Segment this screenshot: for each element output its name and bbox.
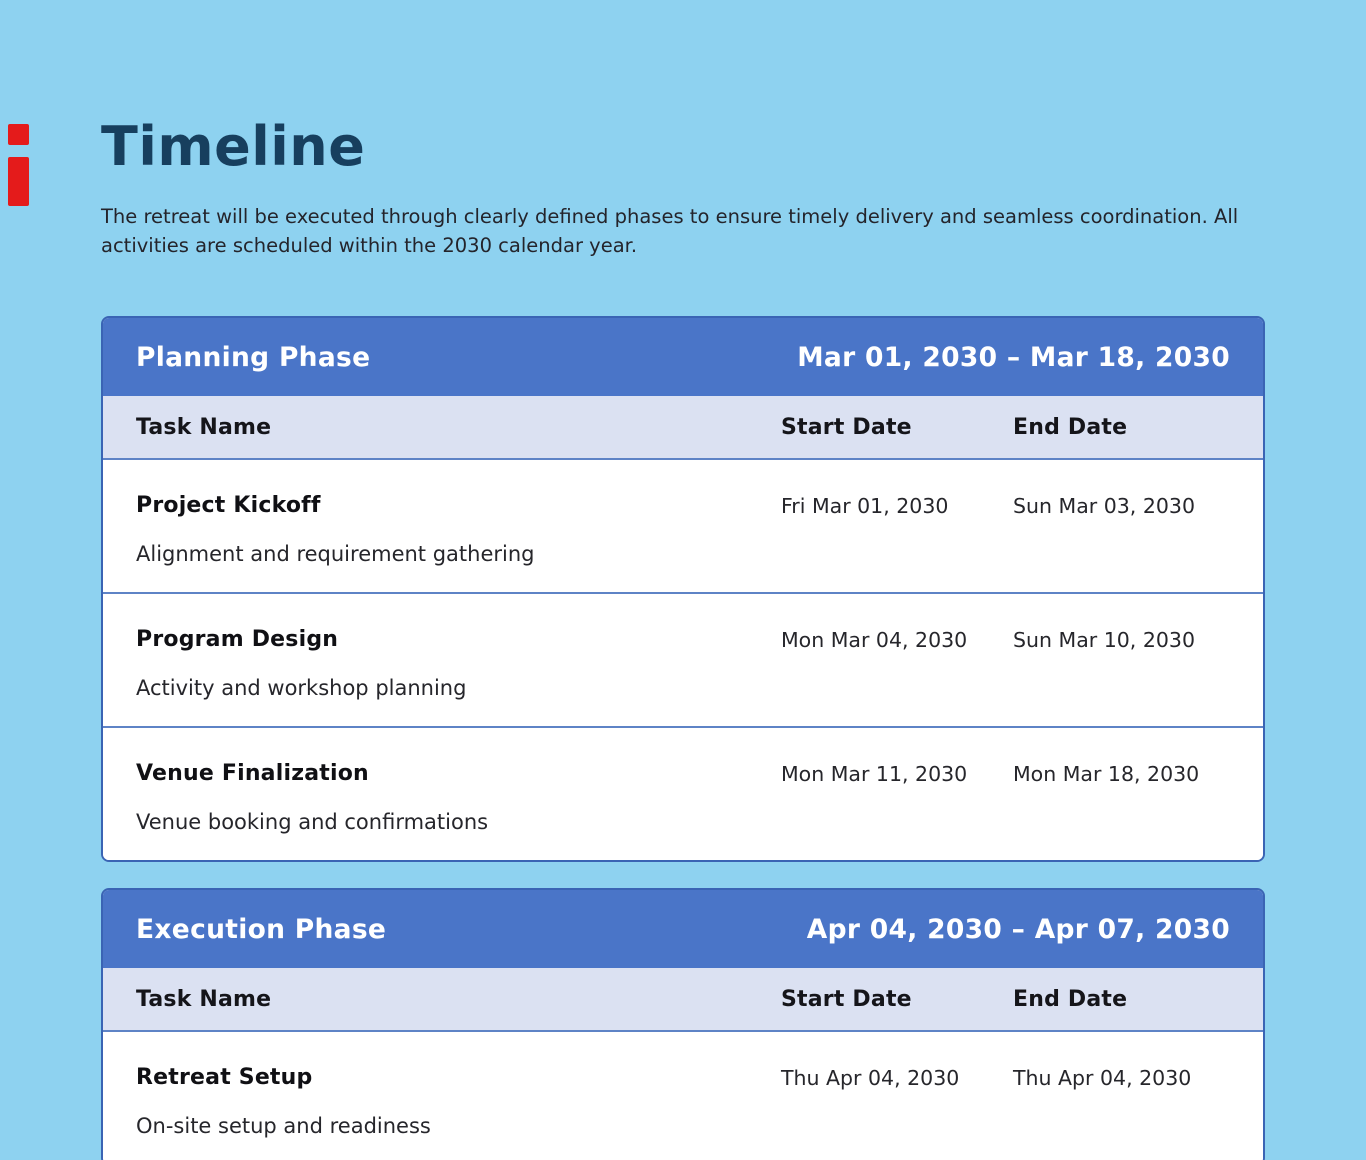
- phase-header: [103, 318, 1263, 396]
- task-description: On-site setup and readiness: [136, 1114, 431, 1138]
- phase-header: [103, 890, 1263, 968]
- column-header-task-name: Task Name: [103, 968, 748, 1031]
- table-row: [103, 593, 1263, 727]
- column-header-start-date: Start Date: [748, 968, 980, 1031]
- task-cell: [103, 593, 748, 727]
- task-end-date: Sun Mar 10, 2030: [980, 593, 1263, 727]
- table-row: [103, 459, 1263, 593]
- task-description: Alignment and requirement gathering: [136, 542, 535, 566]
- phase-tables: [101, 316, 1265, 1160]
- task-description: Venue booking and confirmations: [136, 810, 489, 834]
- task-name: Retreat Setup: [136, 1065, 313, 1090]
- task-end-date: Mon Mar 18, 2030: [980, 727, 1263, 860]
- phase-task-table: [103, 968, 1263, 1160]
- phase-name: Execution Phase: [136, 913, 387, 945]
- task-start-date: Mon Mar 04, 2030: [748, 593, 980, 727]
- phase-card: [101, 316, 1265, 862]
- task-start-date: Thu Apr 04, 2030: [748, 1031, 980, 1160]
- phase-date-range: Mar 01, 2030 – Mar 18, 2030: [797, 341, 1230, 373]
- phase-card: [101, 888, 1265, 1160]
- column-header-end-date: End Date: [980, 968, 1263, 1031]
- table-header-row: [103, 396, 1263, 459]
- phase-date-range: Apr 04, 2030 – Apr 07, 2030: [806, 913, 1230, 945]
- phase-task-table: [103, 396, 1263, 860]
- task-cell: [103, 727, 748, 860]
- page-description-line-2: activities are scheduled within the 2030 calendar year.: [101, 234, 638, 257]
- task-start-date: Mon Mar 11, 2030: [748, 727, 980, 860]
- page-title: Timeline: [101, 115, 366, 178]
- timeline-page: [0, 115, 1366, 1160]
- task-name: Program Design: [136, 627, 339, 652]
- column-header-start-date: Start Date: [748, 396, 980, 459]
- red-marker-small-icon: [8, 124, 29, 145]
- task-description: Activity and workshop planning: [136, 676, 467, 700]
- task-end-date: Sun Mar 03, 2030: [980, 459, 1263, 593]
- red-marker-large-icon: [8, 157, 29, 206]
- table-header-row: [103, 968, 1263, 1031]
- table-row: [103, 727, 1263, 860]
- column-header-end-date: End Date: [980, 396, 1263, 459]
- task-name: Project Kickoff: [136, 493, 321, 518]
- task-name: Venue Finalization: [136, 761, 369, 786]
- phase-name: Planning Phase: [136, 341, 371, 373]
- table-row: [103, 1031, 1263, 1160]
- page-description: [101, 202, 1265, 260]
- column-header-task-name: Task Name: [103, 396, 748, 459]
- task-cell: [103, 459, 748, 593]
- page-description-line-1: The retreat will be executed through clearly defined phases to ensure timely delivery and seamless coordination. All: [101, 205, 1239, 228]
- task-cell: [103, 1031, 748, 1160]
- task-end-date: Thu Apr 04, 2030: [980, 1031, 1263, 1160]
- task-start-date: Fri Mar 01, 2030: [748, 459, 980, 593]
